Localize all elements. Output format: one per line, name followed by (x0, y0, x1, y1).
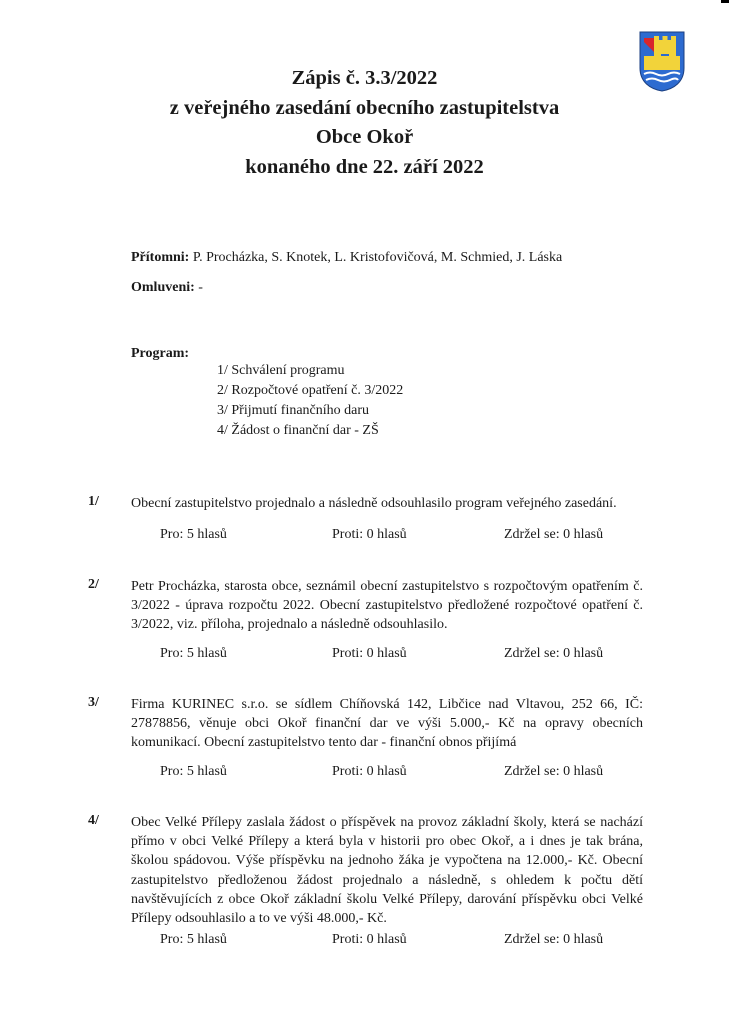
program-item: 1/ Schválení programu (217, 363, 345, 378)
program-item: 4/ Žádost o finanční dar - ZŠ (217, 423, 379, 438)
vote-abstain: Zdržel se: 0 hlasů (504, 932, 604, 947)
item-2-text: Petr Procházka, starosta obce, seznámil obecní zastupitelstvo s rozpočtovým opatřením č. 3/2022 - úprava rozpočtu 2022. Obecní zastupitelstvo předložené rozpočtové opatření č. 3/2022, viz. příloha, projednalo a následně odsouhlasilo. (131, 579, 643, 633)
vote-proti: Proti: 0 hlasů (332, 932, 407, 947)
attendance-excused (131, 280, 203, 296)
item-2-number: 2/ (88, 577, 99, 592)
title-line-4: konaného dne 22. září 2022 (245, 155, 484, 178)
vote-abstain: Zdržel se: 0 hlasů (504, 527, 604, 542)
vote-pro: Pro: 5 hlasů (160, 646, 227, 661)
vote-pro: Pro: 5 hlasů (160, 527, 227, 542)
present-names: P. Procházka, S. Knotek, L. Kristofovičová, M. Schmied, J. Láska (189, 250, 563, 265)
vote-pro: Pro: 5 hlasů (160, 932, 227, 947)
program-item: 2/ Rozpočtové opatření č. 3/2022 (217, 383, 404, 398)
excused-names: - (194, 280, 203, 295)
excused-label: Omluveni: (131, 280, 195, 295)
vote-abstain: Zdržel se: 0 hlasů (504, 764, 604, 779)
title-line-3: Obce Okoř (315, 126, 414, 148)
item-4-number: 4/ (88, 813, 99, 828)
scan-corner-mark (721, 0, 729, 3)
item-4-text: Obec Velké Přílepy zaslala žádost o příspěvek na provoz základní školy, která se nachází přímo v obci Velké Přílepy a která byla v historii pro obec Okoř, a i dnes je tak brána, školou spádovou. Výše příspěvku na jednoho žáka je vypočtena na 12.000,- Kč. Obecní zastupitelstvo předloženou žádost projednalo a následně, s ohledem k počtu dětí navštěvujících z obce Okoř základní školu Velké Přílepy, darování příspěvku obci Velké Přílepy odsouhlasilo a to ve výši 48.000,- Kč. (131, 815, 643, 927)
vote-pro: Pro: 5 hlasů (160, 764, 227, 779)
program-label: Program: (131, 346, 190, 361)
program-list (217, 361, 403, 441)
present-label: Přítomni: (131, 250, 190, 265)
vote-abstain: Zdržel se: 0 hlasů (504, 646, 604, 661)
item-1-number: 1/ (88, 494, 99, 509)
item-2-votes (160, 646, 620, 664)
item-4-votes (160, 932, 620, 950)
title-line-2: z veřejného zasedání obecního zastupitelstva (169, 96, 560, 119)
item-3-number: 3/ (88, 695, 99, 710)
program-item: 3/ Přijmutí finančního daru (217, 403, 370, 418)
item-3-text: Firma KURINEC s.r.o. se sídlem Chíňovská 142, Libčice nad Vltavou, 252 66, IČ: 27878856, věnuje obci Okoř finanční dar ve výši 5.000,- Kč na opravy obecních komunikací. Obecní zastupitelstvo tento dar - finanční obnos přijímá (131, 697, 643, 751)
vote-proti: Proti: 0 hlasů (332, 527, 407, 542)
vote-proti: Proti: 0 hlasů (332, 646, 407, 661)
vote-proti: Proti: 0 hlasů (332, 764, 407, 779)
document-title (0, 64, 729, 182)
attendance-present (131, 250, 562, 266)
item-3-votes (160, 764, 620, 782)
item-1-text: Obecní zastupitelstvo projednalo a následně odsouhlasilo program veřejného zasedání. (131, 496, 617, 511)
title-line-1: Zápis č. 3.3/2022 (291, 67, 438, 89)
item-1-votes (160, 527, 620, 545)
